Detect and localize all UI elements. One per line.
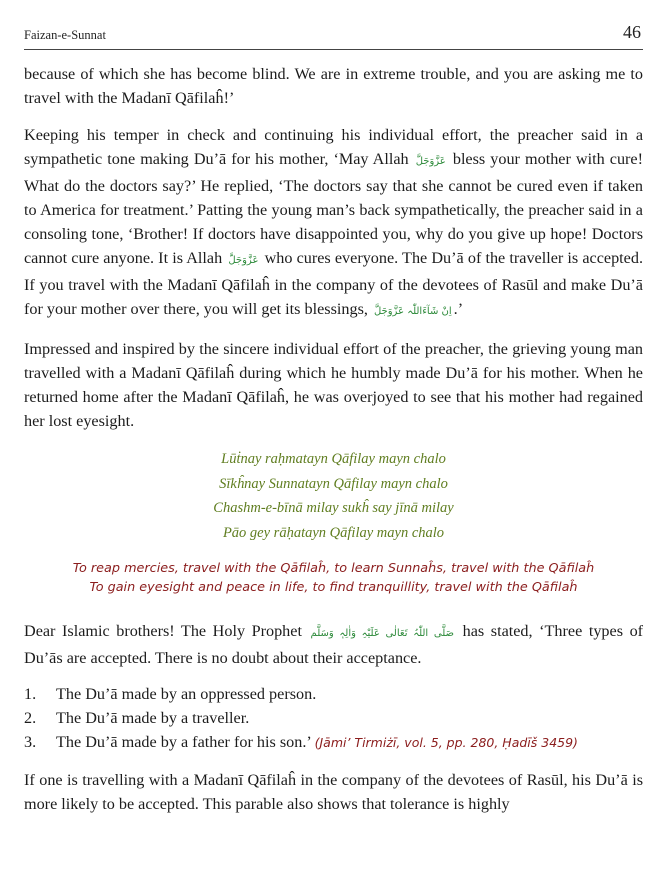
- paragraph-4-part-a: Dear Islamic brothers! The Holy Prophet: [24, 622, 302, 640]
- verse-line: Lūṫnay raḥmatayn Qāfilay mayn chalo: [221, 451, 446, 467]
- arabic-insha-allah: اِنْ شَآءَاللّٰہ عَزَّوَجَلَّ: [373, 306, 452, 317]
- hadith-reference: (Jāmi’ Tirmiżī, vol. 5, pp. 280, Ḥadīš 3459): [314, 735, 578, 750]
- paragraph-1: because of which she has become blind. We are in extreme trouble, and you are asking me to travel with the Madanī Qāfilaĥ!’: [24, 65, 643, 107]
- page-body: [24, 62, 643, 816]
- paragraph-2-part-d: .’: [453, 300, 464, 318]
- list-item: [24, 730, 643, 755]
- arabic-salawat: صَلَّی اللّٰہُ تَعَالٰی عَلَیْہِ وَاٰلِہٖ وَسَلَّم: [310, 628, 455, 639]
- list-number: 1.: [24, 685, 37, 703]
- header-rule: [24, 49, 643, 50]
- paragraph-4-part-b: has stated, ‘Three types of Du’ās are accepted. There is no doubt about their acceptance.: [24, 622, 644, 667]
- translation-line: To gain eyesight and peace in life, to find tranquillity, travel with the Qāfilaĥ: [89, 580, 578, 595]
- list-number: 3.: [24, 733, 37, 751]
- list-text: The Du’ā made by a traveller.: [56, 709, 250, 727]
- book-title: Faizan-e-Sunnat: [24, 28, 106, 42]
- paragraph-5: If one is travelling with a Madanī Qāfilaĥ in the company of the devotees of Rasūl, his Du’ā is more likely to be accepted. This parable also shows that tolerance is highly: [24, 771, 643, 813]
- numbered-list: [24, 682, 643, 755]
- verse-translation: [24, 559, 643, 597]
- list-item: [24, 706, 643, 730]
- paragraph-4: [24, 619, 643, 670]
- page-header: [24, 22, 643, 50]
- poetry-verse: [24, 447, 643, 545]
- arabic-azza-wa-jal-2: عَزَّوَجَلَّ: [228, 255, 259, 266]
- verse-line: Chashm-e-bīnā milay sukĥ say jīnā milay: [213, 500, 454, 516]
- paragraph-2-part-b: bless your mother with cure! What do the doctors say?’ He replied, ‘The doctors say that she cannot be cured even if taken to America for treatment.’ Patting the young man’s back sympathetically, the preacher said in a consoling tone, ‘Brother! If doctors have disappointed you, why do you give up hope! Doctors cannot cure anyone. It is Allah: [24, 150, 644, 267]
- paragraph-2-part-a: Keeping his temper in check and continuing his individual effort, the preacher said in a sympathetic tone making Du’ā for his mother, ‘May Allah: [24, 126, 643, 168]
- list-text: The Du’ā made by a father for his son.’: [56, 733, 311, 751]
- page-number: 46: [623, 22, 641, 42]
- verse-line: Pāo gey rāḥatayn Qāfilay mayn chalo: [222, 524, 445, 541]
- paragraph-2-part-c: who cures everyone. The Du’ā of the traveller is accepted. If you travel with the Madanī Qāfilaĥ in the company of the devotees of Rasūl and make Du’ā for your mother over there, you will get its blessings,: [24, 249, 644, 318]
- list-text: The Du’ā made by an oppressed person.: [56, 685, 317, 703]
- paragraph-3: Impressed and inspired by the sincere individual effort of the preacher, the grieving young man travelled with a Madanī Qāfilaĥ during which he humbly made Du’ā for his mother. When he returned home after the Madanī Qāfilaĥ, he was overjoyed to see that his mother had regained her lost eyesight.: [24, 340, 643, 430]
- list-item: [24, 682, 643, 706]
- paragraph-2: [24, 123, 643, 324]
- list-number: 2.: [24, 709, 37, 727]
- verse-line: Sīkĥnay Sunnatayn Qāfilay mayn chalo: [219, 475, 448, 492]
- arabic-azza-wa-jal: عَزَّوَجَلَّ: [415, 156, 446, 167]
- translation-line: To reap mercies, travel with the Qāfilaĥ, to learn Sunnaĥs, travel with the Qāfilaĥ: [72, 561, 595, 576]
